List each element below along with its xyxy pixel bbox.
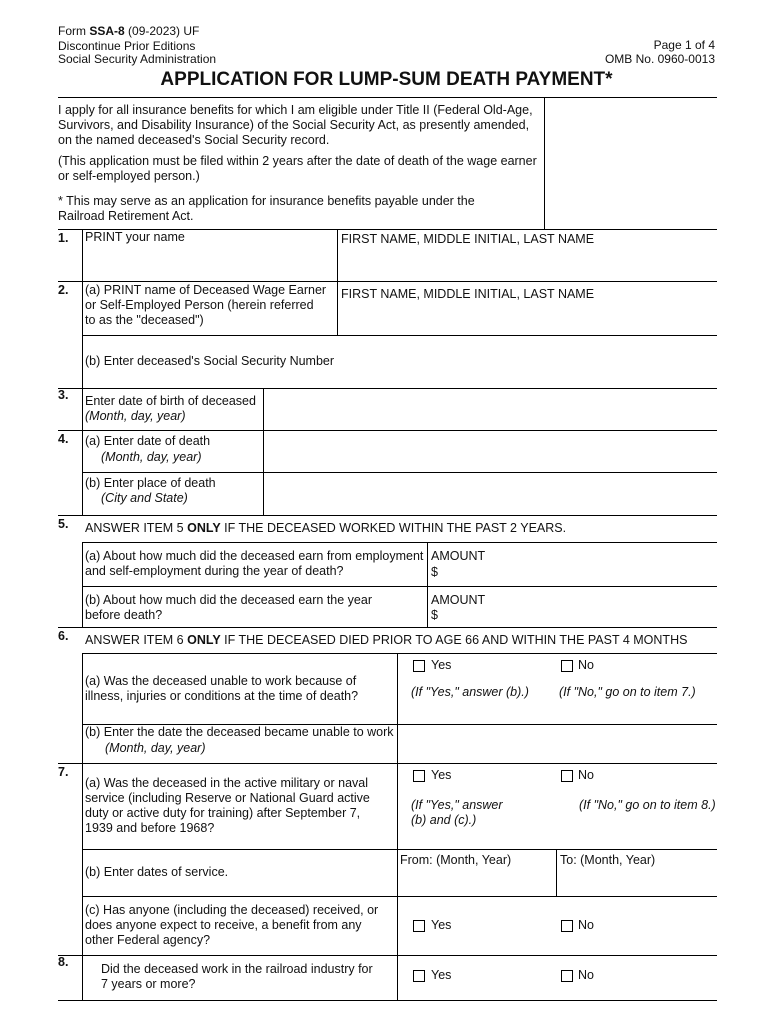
item-6a-no-note: (If "No," go on to item 7.) [559, 685, 696, 699]
applicant-name-input[interactable] [339, 250, 717, 280]
item-7a-no-label: No [578, 768, 594, 782]
item-5b-amount-label: AMOUNT [431, 593, 486, 607]
item-4a-sublabel: (Month, day, year) [101, 450, 202, 464]
item-7a-yes-label: Yes [431, 768, 452, 782]
item-6b-sublabel: (Month, day, year) [105, 741, 206, 755]
item-7c-no-checkbox[interactable] [561, 920, 573, 932]
service-from-label: From: (Month, Year) [400, 853, 512, 867]
filing-deadline-note: (This application must be filed within 2 years after the date of death of the wage earner or self-employed person.) [58, 154, 537, 183]
item-8-yes-label: Yes [431, 968, 452, 982]
item-5a-amount-label: AMOUNT [431, 549, 486, 563]
item-6-number: 6. [58, 629, 69, 643]
item-2b-label: (b) Enter deceased's Social Security Number [85, 354, 335, 368]
item-7c-yes-label: Yes [431, 918, 452, 932]
deceased-name-hint: FIRST NAME, MIDDLE INITIAL, LAST NAME [341, 287, 595, 301]
birth-date-input[interactable] [266, 392, 717, 428]
item-7a-yes-note: (If "Yes," answer (b) and (c).) [411, 798, 503, 827]
item-3-number: 3. [58, 388, 69, 402]
item-5-instruction: ANSWER ITEM 5 ONLY IF THE DECEASED WORKED WITHIN THE PAST 2 YEARS. [85, 521, 567, 535]
death-place-input[interactable] [266, 476, 717, 514]
ssn-input[interactable] [380, 346, 717, 380]
item-7b-label: (b) Enter dates of service. [85, 865, 229, 879]
item-5a-label: (a) About how much did the deceased earn from employment and self-employment during the year of death? [85, 549, 424, 578]
item-6a-yes-checkbox[interactable] [413, 660, 425, 672]
item-5b-label: (b) About how much did the deceased earn the year before death? [85, 593, 372, 622]
item-6a-yes-note: (If "Yes," answer (b).) [411, 685, 529, 699]
item-1-number: 1. [58, 231, 69, 245]
form-number: Form SSA-8 (09-2023) UF [58, 24, 200, 38]
service-to-input[interactable] [560, 870, 717, 894]
item-3-label: Enter date of birth of deceased [85, 394, 256, 408]
item-7c-no-label: No [578, 918, 594, 932]
item-8-no-label: No [578, 968, 594, 982]
item-3-sublabel: (Month, day, year) [85, 409, 186, 423]
office-use-box [545, 98, 716, 228]
item-8-label: Did the deceased work in the railroad industry for 7 years or more? [101, 962, 373, 991]
item-4b-label: (b) Enter place of death [85, 476, 216, 490]
item-2-number: 2. [58, 283, 69, 297]
item-2a-label: (a) PRINT name of Deceased Wage Earner or Self-Employed Person (herein referred to as the "deceased") [85, 283, 327, 327]
earnings-year-of-death-input[interactable] [442, 563, 716, 585]
item-4-number: 4. [58, 432, 69, 446]
item-4b-sublabel: (City and State) [101, 491, 188, 505]
item-6a-yes-label: Yes [431, 658, 452, 672]
unable-to-work-date-input[interactable] [400, 728, 717, 762]
omb-number: OMB No. 0960-0013 [604, 52, 715, 66]
item-6-instruction: ANSWER ITEM 6 ONLY IF THE DECEASED DIED PRIOR TO AGE 66 AND WITHIN THE PAST 4 MONTHS [85, 633, 688, 647]
agency-name: Social Security Administration [58, 52, 217, 66]
service-from-input[interactable] [400, 870, 556, 894]
item-7a-yes-checkbox[interactable] [413, 770, 425, 782]
item-7a-no-checkbox[interactable] [561, 770, 573, 782]
item-1-label: PRINT your name [85, 230, 185, 244]
item-7-number: 7. [58, 765, 69, 779]
page-title: APPLICATION FOR LUMP-SUM DEATH PAYMENT* [160, 69, 613, 90]
item-4a-label: (a) Enter date of death [85, 434, 211, 448]
item-8-number: 8. [58, 955, 69, 969]
item-7c-label: (c) Has anyone (including the deceased) received, or does anyone expect to receive, a benefit from any other Federal agency? [85, 903, 379, 947]
item-5a-currency: $ [431, 565, 438, 579]
discontinue-note: Discontinue Prior Editions [58, 39, 196, 53]
applicant-name-hint: FIRST NAME, MIDDLE INITIAL, LAST NAME [341, 232, 595, 246]
item-6b-label: (b) Enter the date the deceased became unable to work [85, 725, 394, 739]
service-to-label: To: (Month, Year) [560, 853, 656, 867]
railroad-note: * This may serve as an application for insurance benefits payable under the Railroad Retirement Act. [58, 194, 475, 223]
item-7a-no-note: (If "No," go on to item 8.) [579, 798, 716, 812]
deceased-name-input[interactable] [339, 304, 717, 334]
item-5-number: 5. [58, 517, 69, 531]
page-indicator: Page 1 of 4 [653, 38, 715, 52]
earnings-year-before-death-input[interactable] [442, 606, 716, 627]
item-6a-no-label: No [578, 658, 594, 672]
item-6a-label: (a) Was the deceased unable to work because of illness, injuries or conditions at the time of death? [85, 674, 359, 703]
item-8-yes-checkbox[interactable] [413, 970, 425, 982]
item-7c-yes-checkbox[interactable] [413, 920, 425, 932]
intro-statement: I apply for all insurance benefits for which I am eligible under Title II (Federal Old-Age, Survivors, and Disability Insurance) of the Social Security Act, as presently amended, on the named deceased's Social Security record. [58, 103, 533, 147]
item-5b-currency: $ [431, 608, 438, 622]
item-7a-label: (a) Was the deceased in the active military or naval service (including Reserve or National Guard active duty or active duty for training) after September 7, 1939 and before 1968? [85, 776, 370, 835]
death-date-input[interactable] [266, 434, 717, 470]
item-6a-no-checkbox[interactable] [561, 660, 573, 672]
item-8-no-checkbox[interactable] [561, 970, 573, 982]
